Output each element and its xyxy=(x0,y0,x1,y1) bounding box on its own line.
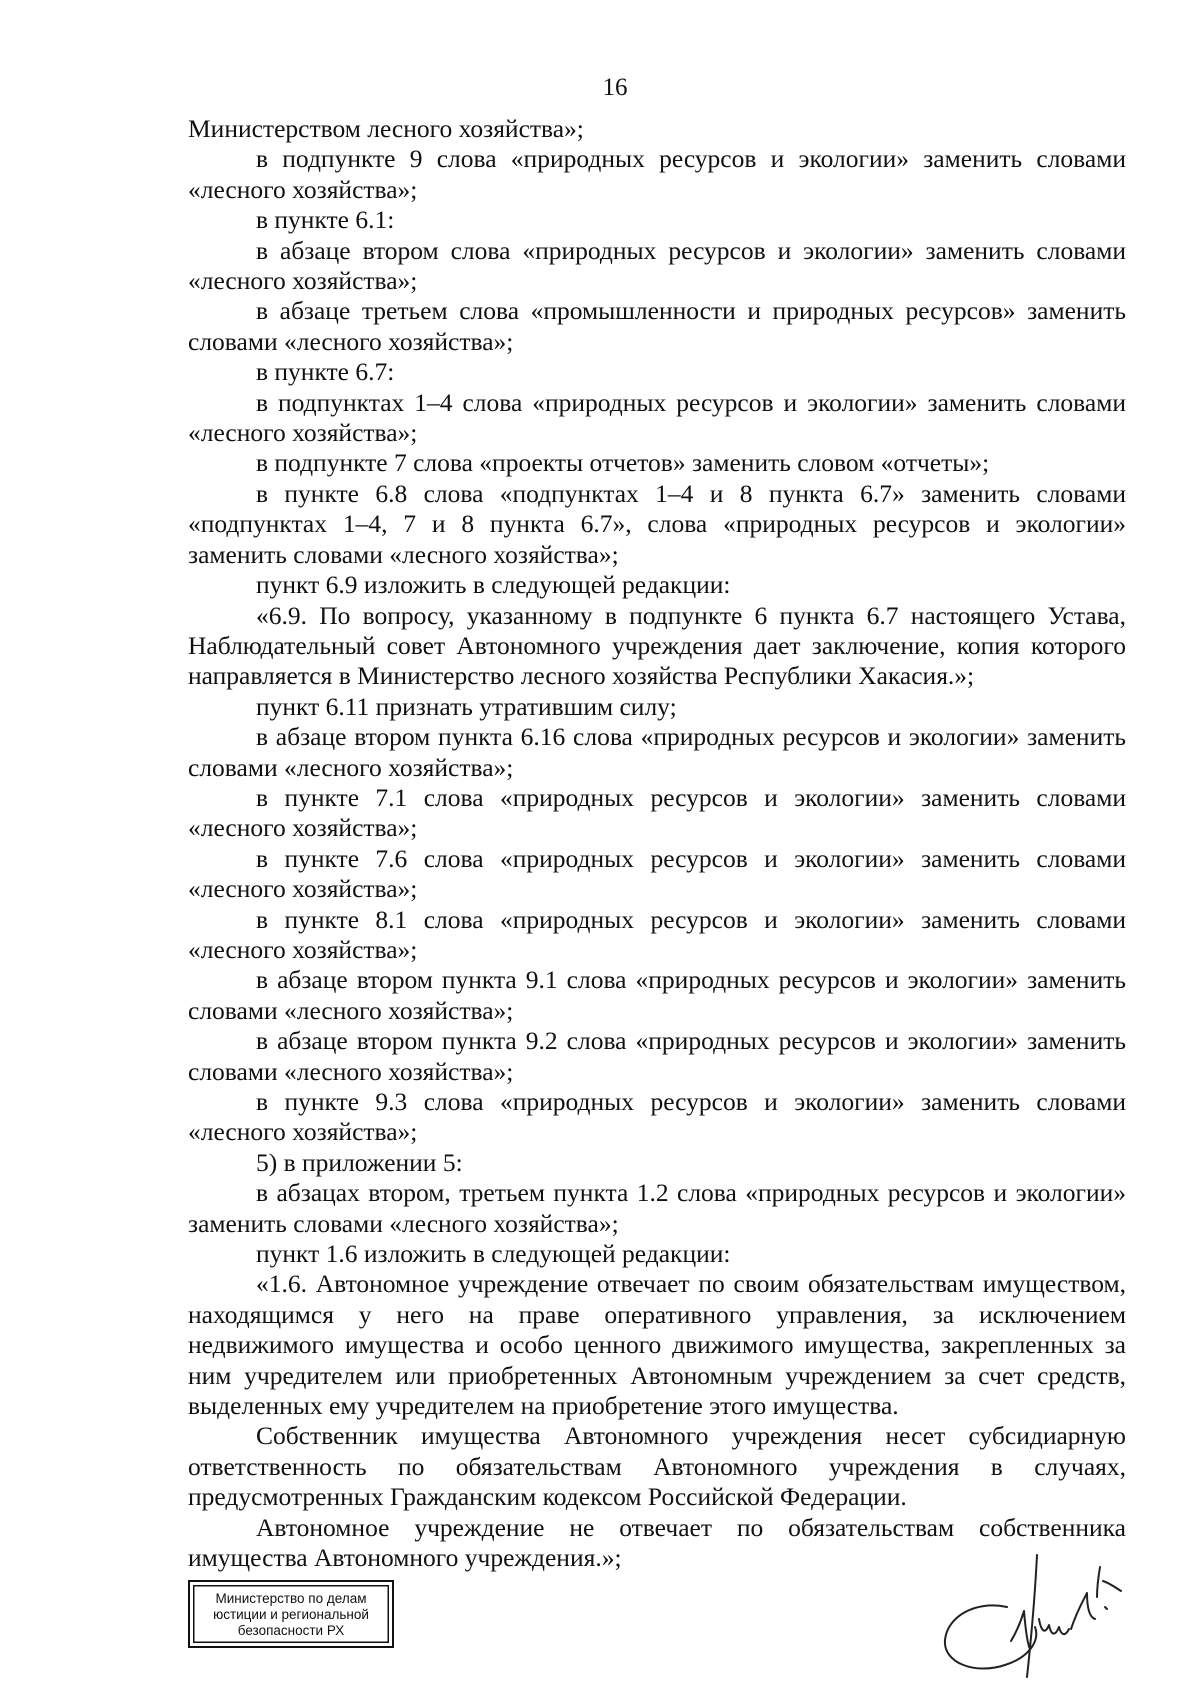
paragraph: в пункте 9.3 слова «природных ресурсов и экологии» заменить словами «лесного хозяйства»; xyxy=(188,1087,1126,1147)
paragraph: в подпункте 7 слова «проекты отчетов» заменить словом «отчеты»; xyxy=(256,448,990,478)
paragraph: в абзаце втором слова «природных ресурсов и экологии» заменить словами «лесного хозяйства»; xyxy=(188,235,1126,296)
paragraph: Собственник имущества Автономного учреждения несет субсидиарную ответственность по обязательствам Автономного учреждения в случаях, предусмотренных Гражданским кодексом Российской Федерации. xyxy=(188,1421,1126,1512)
stamp-line-3: безопасности РХ xyxy=(237,1623,345,1638)
paragraph: в абзаце втором пункта 6.16 слова «природных ресурсов и экологии» заменить словами «лесного хозяйства»; xyxy=(188,722,1126,782)
document-body xyxy=(188,114,1126,1574)
paragraph: «6.9. По вопросу, указанному в подпункте 6 пункта 6.7 настоящего Устава, Наблюдательный совет Автономного учреждения дает заключение, копия которого направляется в Министерство лесного хозяйства Республики Хакасия.»; xyxy=(188,600,1126,691)
paragraph: пункт 6.11 признать утратившим силу; xyxy=(256,691,677,721)
paragraph: в пункте 8.1 слова «природных ресурсов и экологии» заменить словами «лесного хозяйства»; xyxy=(188,904,1126,964)
paragraph: в абзаце втором пункта 9.1 слова «природных ресурсов и экологии» заменить словами «лесного хозяйства»; xyxy=(188,965,1126,1025)
paragraph: Министерством лесного хозяйства»; xyxy=(188,114,584,143)
paragraph: в пункте 7.1 слова «природных ресурсов и экологии» заменить словами «лесного хозяйства»; xyxy=(188,782,1126,843)
paragraph: пункт 6.9 изложить в следующей редакции: xyxy=(256,570,731,600)
paragraph: в подпункте 9 слова «природных ресурсов и экологии» заменить словами «лесного хозяйства»; xyxy=(188,144,1126,204)
ministry-stamp xyxy=(188,1580,394,1648)
paragraph: пункт 1.6 изложить в следующей редакции: xyxy=(256,1239,731,1269)
paragraph: в пункте 6.8 слова «подпунктах 1–4 и 8 пункта 6.7» заменить словами «подпунктах 1–4, 7 и 8 пункта 6.7», слова «природных ресурсов и экологии» заменить словами «лесного хозяйства»; xyxy=(188,478,1126,569)
handwritten-signature xyxy=(935,1545,1125,1680)
paragraph: Автономное учреждение не отвечает по обязательствам собственника имущества Автономного учреждения.»; xyxy=(188,1512,1126,1573)
paragraph: в абзацах втором, третьем пункта 1.2 слова «природных ресурсов и экологии» заменить словами «лесного хозяйства»; xyxy=(188,1178,1126,1238)
paragraph: в пункте 6.1: xyxy=(256,205,395,235)
stamp-line-2: юстиции и региональной xyxy=(213,1607,369,1622)
paragraph: в подпунктах 1–4 слова «природных ресурсов и экологии» заменить словами «лесного хозяйства»; xyxy=(188,387,1126,448)
paragraph: в абзаце втором пункта 9.2 слова «природных ресурсов и экологии» заменить словами «лесного хозяйства»; xyxy=(188,1026,1126,1086)
paragraph: в пункте 6.7: xyxy=(256,357,395,387)
paragraph: в абзаце третьем слова «промышленности и природных ресурсов» заменить словами «лесного хозяйства»; xyxy=(188,296,1126,356)
stamp-line-1: Министерство по делам xyxy=(215,1591,367,1606)
paragraph: 5) в приложении 5: xyxy=(256,1147,463,1177)
paragraph: в пункте 7.6 слова «природных ресурсов и экологии» заменить словами «лесного хозяйства»; xyxy=(188,843,1126,904)
page-number: 16 xyxy=(602,74,628,101)
paragraph: «1.6. Автономное учреждение отвечает по своим обязательствам имуществом, находящимся у него на праве оперативного управления, за исключением недвижимого имущества и особо ценного движимого имущества, закрепленных за ним учредителем или приобретенных Автономным учреждением за счет средств, выделенных ему учредителем на приобретение этого имущества. xyxy=(188,1269,1126,1421)
